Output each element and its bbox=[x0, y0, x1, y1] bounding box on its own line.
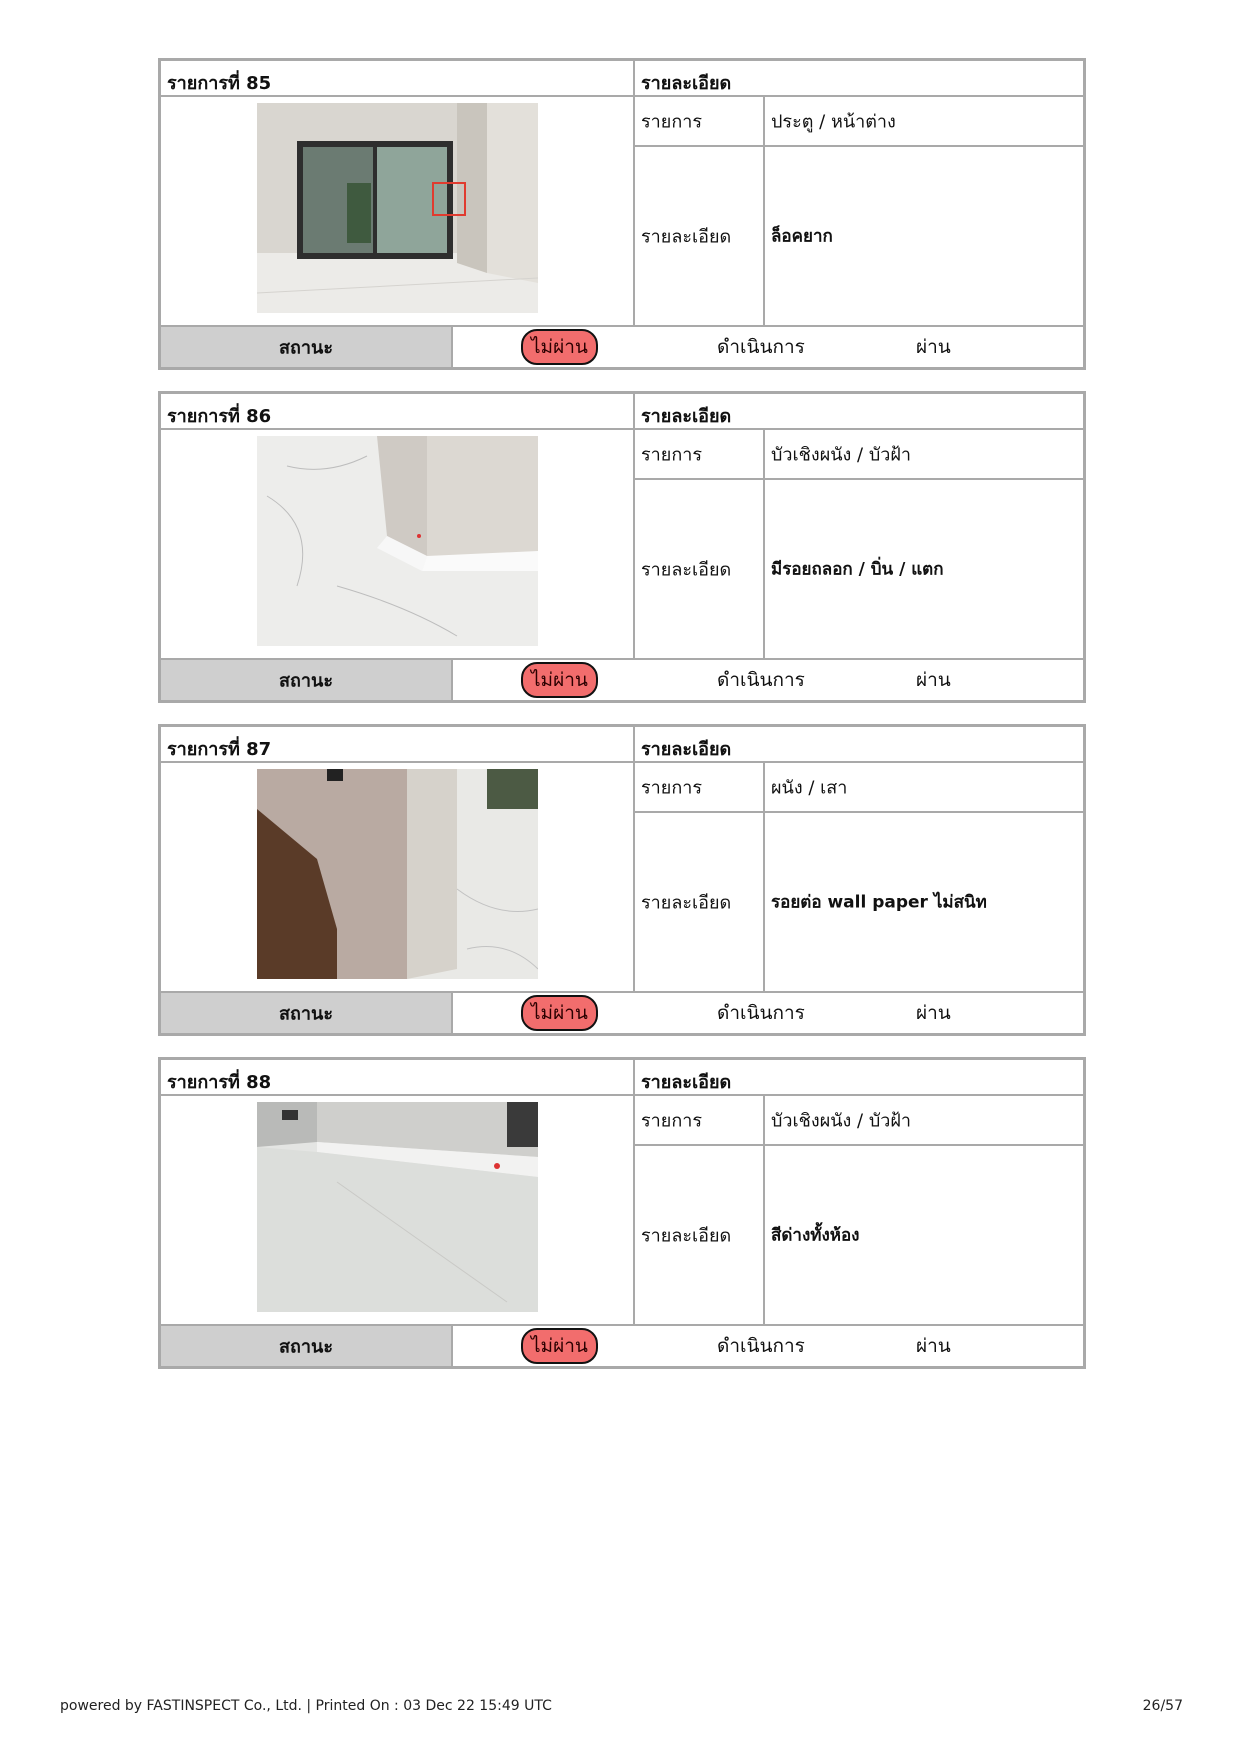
detail-header: รายละเอียด bbox=[641, 406, 732, 427]
status-pass-option[interactable]: ผ่าน bbox=[916, 336, 951, 358]
field-label: รายละเอียด bbox=[641, 559, 732, 581]
footer-credit: powered by FASTINSPECT Co., Ltd. | Printed On : 03 Dec 22 15:49 UTC bbox=[60, 1698, 552, 1714]
status-fail-badge[interactable]: ไม่ผ่าน bbox=[521, 662, 598, 698]
field-value: รอยต่อ wall paper ไม่สนิท bbox=[771, 892, 987, 913]
status-pass-option[interactable]: ผ่าน bbox=[916, 1002, 951, 1024]
field-label: รายละเอียด bbox=[641, 226, 732, 248]
field-value: บัวเชิงผนัง / บัวฝ้า bbox=[771, 1110, 912, 1132]
field-label: รายละเอียด bbox=[641, 892, 732, 914]
item-number: รายการที่ 88 bbox=[167, 1072, 272, 1093]
status-label: สถานะ bbox=[279, 1336, 333, 1358]
field-value: ประตู / หน้าต่าง bbox=[771, 111, 896, 133]
status-fail-badge[interactable]: ไม่ผ่าน bbox=[521, 1328, 598, 1364]
field-value: มีรอยถลอก / บิ่น / แตก bbox=[771, 559, 944, 580]
item-number: รายการที่ 87 bbox=[167, 739, 272, 760]
field-value: สีด่างทั้งห้อง bbox=[771, 1225, 860, 1246]
field-label: รายการ bbox=[641, 444, 702, 466]
page-number: 26/57 bbox=[1142, 1698, 1183, 1714]
inspection-item-85 bbox=[158, 58, 1086, 370]
status-in-progress-option[interactable]: ดำเนินการ bbox=[717, 1335, 805, 1357]
inspection-item-86 bbox=[158, 391, 1086, 703]
detail-header: รายละเอียด bbox=[641, 1072, 732, 1093]
status-pass-option[interactable]: ผ่าน bbox=[916, 1335, 951, 1357]
detail-header: รายละเอียด bbox=[641, 73, 732, 94]
status-label: สถานะ bbox=[279, 670, 333, 692]
status-pass-option[interactable]: ผ่าน bbox=[916, 669, 951, 691]
field-label: รายละเอียด bbox=[641, 1225, 732, 1247]
inspection-photo[interactable] bbox=[257, 103, 538, 313]
status-label: สถานะ bbox=[279, 337, 333, 359]
field-label: รายการ bbox=[641, 111, 702, 133]
status-in-progress-option[interactable]: ดำเนินการ bbox=[717, 336, 805, 358]
status-fail-badge[interactable]: ไม่ผ่าน bbox=[521, 995, 598, 1031]
item-number: รายการที่ 86 bbox=[167, 406, 272, 427]
status-in-progress-option[interactable]: ดำเนินการ bbox=[717, 669, 805, 691]
inspection-photo[interactable] bbox=[257, 769, 538, 979]
detail-header: รายละเอียด bbox=[641, 739, 732, 760]
item-number: รายการที่ 85 bbox=[167, 73, 272, 94]
field-value: ผนัง / เสา bbox=[771, 777, 848, 799]
inspection-photo[interactable] bbox=[257, 436, 538, 646]
status-label: สถานะ bbox=[279, 1003, 333, 1025]
field-label: รายการ bbox=[641, 1110, 702, 1132]
inspection-item-88 bbox=[158, 1057, 1086, 1369]
field-value: ล็อคยาก bbox=[771, 226, 833, 247]
inspection-photo[interactable] bbox=[257, 1102, 538, 1312]
status-fail-badge[interactable]: ไม่ผ่าน bbox=[521, 329, 598, 365]
field-label: รายการ bbox=[641, 777, 702, 799]
inspection-item-87 bbox=[158, 724, 1086, 1036]
field-value: บัวเชิงผนัง / บัวฝ้า bbox=[771, 444, 912, 466]
status-in-progress-option[interactable]: ดำเนินการ bbox=[717, 1002, 805, 1024]
